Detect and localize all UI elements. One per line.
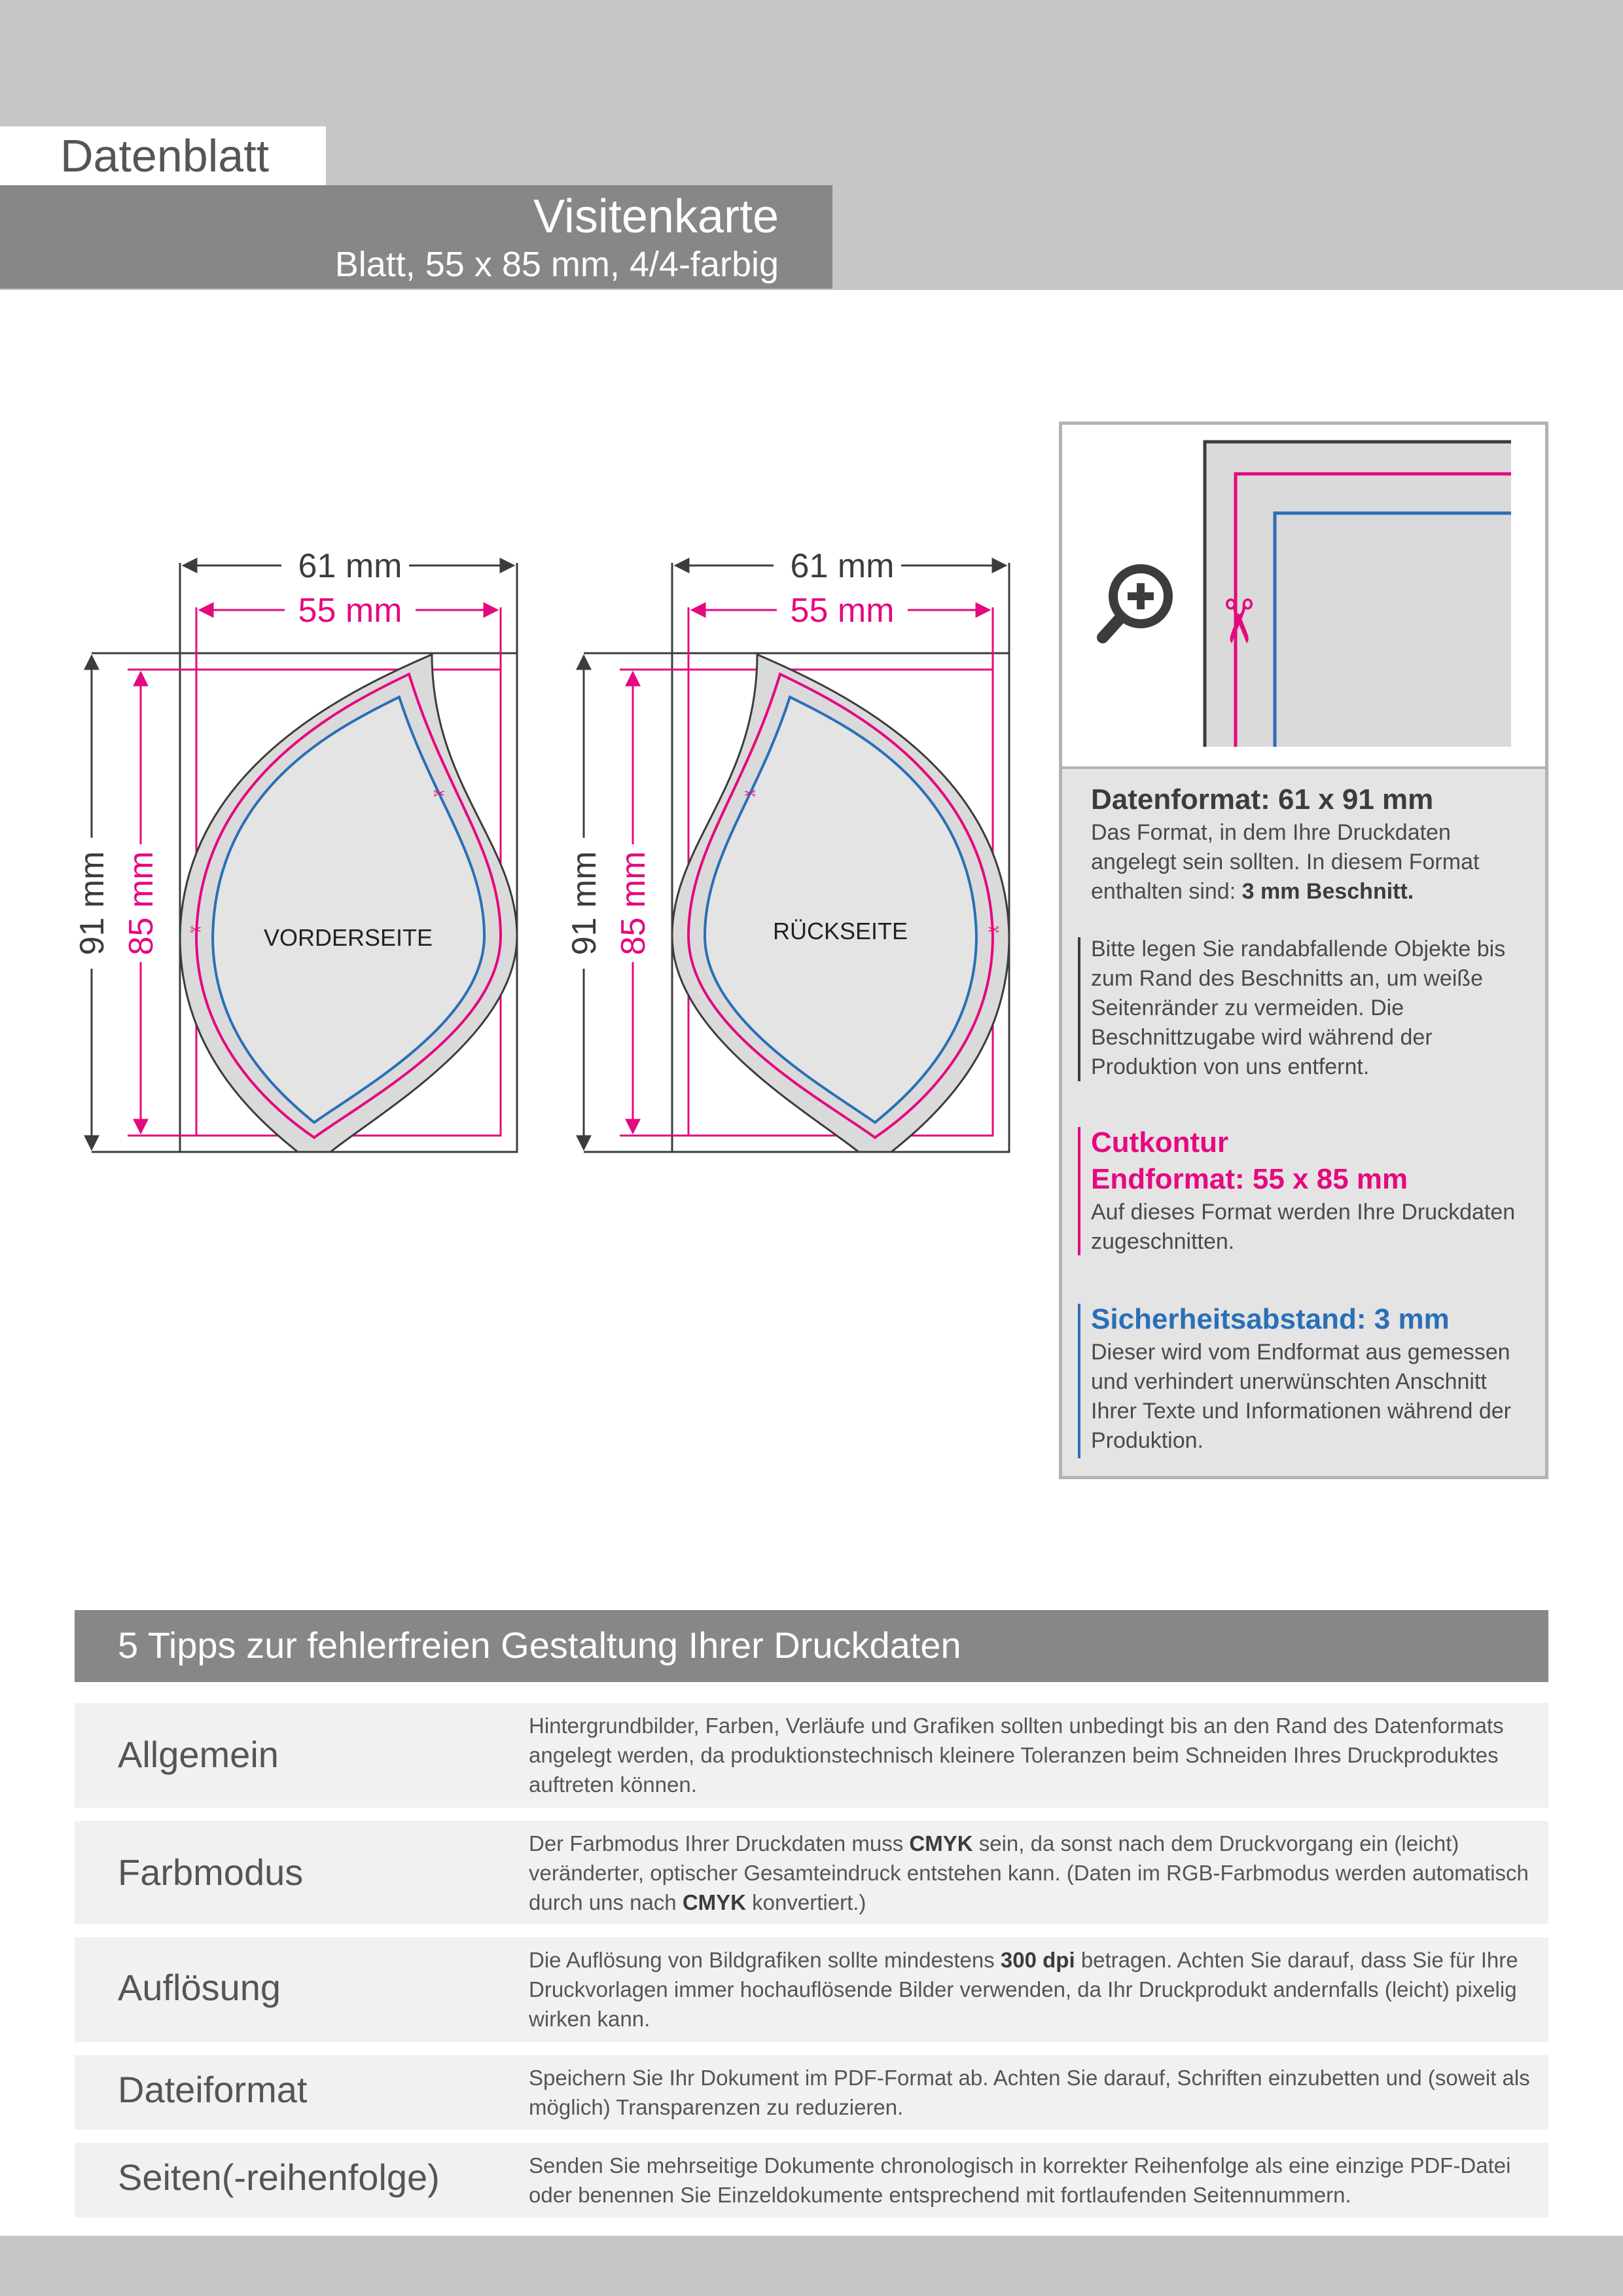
product-title: Visitenkarte [533, 190, 779, 243]
cutkontur-bar [1078, 1127, 1080, 1255]
tip-text: Senden Sie mehrseitige Dokumente chronologisch in korrekter Reihenfolge als eine einzige PDF-Datei oder benennen Sie Einzeldokumente entsprechend mit fortlaufenden Seitennummern. [529, 2153, 1511, 2207]
tip-label: Dateiformat [118, 2069, 308, 2110]
cut-text: Auf dieses Format werden Ihre Druckdaten zugeschnitten. [1091, 1200, 1516, 1254]
front-height-inner: 85 mm [122, 851, 160, 956]
beschnitt-text: Bitte legen Sie randabfallende Objekte bis zum Rand des Beschnitts an, um weiße Seitenränder zu vermeiden. Die Beschnittzugabe wird während der Produktion von uns entfernt. [1091, 937, 1506, 1079]
front-width-outer: 61 mm [298, 547, 402, 585]
cutkontur-block [1091, 1124, 1536, 1257]
safe-text: Dieser wird vom Endformat aus gemessen und verhindert unerwünschten Anschnitt Ihrer Texte und Informationen während der Produktion. [1091, 1340, 1511, 1453]
front-diagram [73, 547, 517, 1152]
front-height-outer: 91 mm [73, 851, 111, 956]
footer-band [0, 2236, 1623, 2296]
tip-label: Auflösung [118, 1967, 281, 2008]
format-diagram [65, 537, 1047, 1165]
datenformat-text-main: Das Format, in dem Ihre Druckdaten angelegt sein sollten. In diesem Format enthalten sind: [1091, 820, 1480, 904]
datenformat-block [1091, 781, 1536, 906]
scissors-icon [1203, 596, 1273, 646]
front-width-inner: 55 mm [298, 592, 402, 630]
datenformat-text-bold: 3 mm Beschnitt. [1241, 879, 1414, 904]
safety-bar [1078, 1304, 1080, 1458]
datenblatt-label: Datenblatt [60, 130, 270, 181]
front-side-label: VORDERSEITE [263, 924, 433, 951]
safety-block [1091, 1301, 1536, 1456]
tip-text: Speichern Sie Ihr Dokument im PDF-Format ab. Achten Sie darauf, Schriften einzubetten und (soweit als möglich) Transparenzen zu reduzieren. [529, 2066, 1530, 2119]
safe-title: Sicherheitsabstand: 3 mm [1091, 1303, 1450, 1335]
back-height-outer: 91 mm [565, 851, 603, 956]
product-subtitle: Blatt, 55 x 85 mm, 4/4-farbig [334, 245, 779, 284]
back-width-outer: 61 mm [790, 547, 895, 585]
beschnitt-bar [1078, 937, 1080, 1081]
back-side-label: RÜCKSEITE [772, 918, 908, 944]
tip-row-dateiformat [75, 2055, 1548, 2130]
back-height-inner: 85 mm [615, 851, 652, 956]
beschnitt-block [1091, 935, 1536, 1082]
tip-text: Die Auflösung von Bildgrafiken sollte mindestens 300 dpi betragen. Achten Sie darauf, dass Sie für Ihre Druckvorlagen immer hochauflösende Bilder verwenden, da Ihr Druckprodukt andernfalls (leicht) pixelig wirken kann. [529, 1948, 1518, 2031]
datenformat-text [1091, 818, 1536, 906]
tip-row-seiten [75, 2143, 1548, 2217]
back-width-inner: 55 mm [790, 592, 895, 630]
tip-label: Seiten(-reihenfolge) [118, 2157, 440, 2198]
tip-text: Hintergrundbilder, Farben, Verläufe und Grafiken sollten unbedingt bis an den Rand des Datenformats angelegt werden, da produktionstechnisch kleinere Toleranzen beim Schneiden Ihres Druckproduktes auftreten können. [529, 1713, 1504, 1797]
datenformat-title: Datenformat: 61 x 91 mm [1091, 783, 1434, 816]
tip-text: Der Farbmodus Ihrer Druckdaten muss CMYK sein, da sonst nach dem Druckvorgang ein (leicht) veränderter, optischer Gesamteindruck entstehen kann. (Daten im RGB-Farbmodus werden automatisch durch uns nach CMYK konvertiert.) [529, 1831, 1529, 1914]
tip-label: Farbmodus [118, 1852, 304, 1893]
tip-row-farbmodus [75, 1821, 1548, 1924]
tip-row-allgemein [75, 1703, 1548, 1808]
cut-title-2: Endformat: 55 x 85 mm [1091, 1163, 1408, 1195]
svg-text:✂: ✂ [1203, 596, 1273, 647]
tip-row-aufloesung [75, 1937, 1548, 2042]
cut-title-1: Cutkontur [1091, 1126, 1229, 1158]
zoom-plus-icon [1103, 569, 1168, 637]
tips-title: 5 Tipps zur fehlerfreien Gestaltung Ihrer Druckdaten [118, 1624, 961, 1666]
back-diagram [565, 547, 1009, 1152]
zoom-detail [1062, 425, 1545, 769]
tip-label: Allgemein [118, 1734, 279, 1775]
